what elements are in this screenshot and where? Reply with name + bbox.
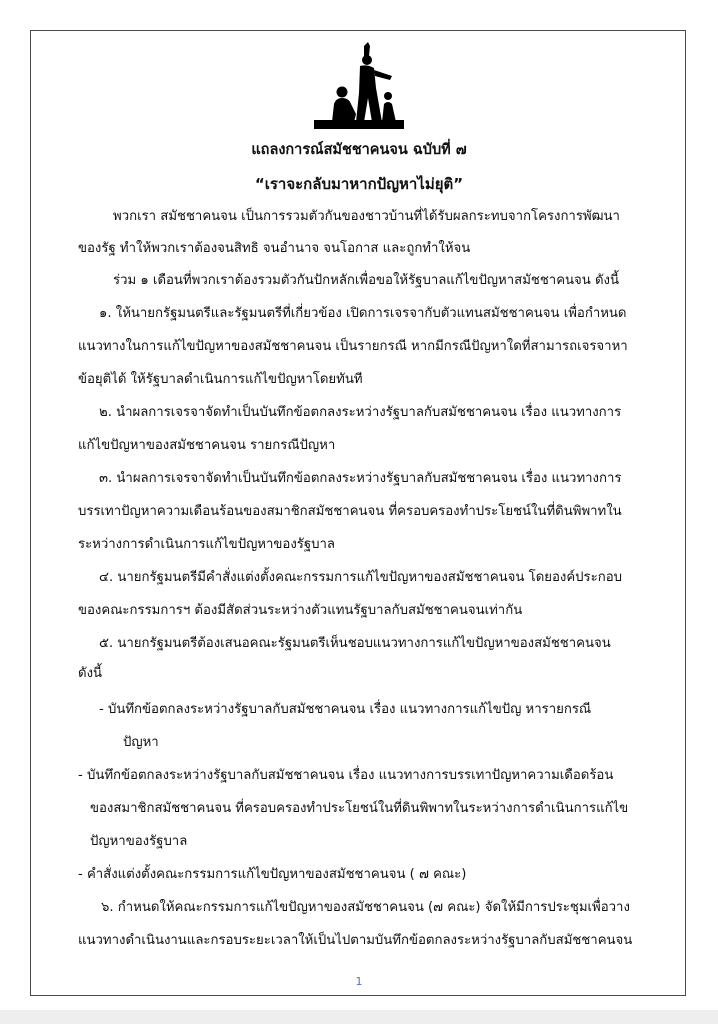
- bullet-line: - คำสั่งแต่งตั้งคณะกรรมการแก้ไขปัญหาของสมัชชาคนจน ( ๗ คณะ): [78, 867, 467, 882]
- body-line: ดังนี้: [78, 666, 103, 681]
- document-title: แถลงการณ์สมัชชาคนจน ฉบับที่ ๗: [251, 142, 467, 158]
- body-line: แก้ไขปัญหาของสมัชชาคนจน รายกรณีปัญหา: [78, 438, 336, 453]
- page-gap: [0, 1010, 718, 1024]
- body-line: แนวทางดำเนินงานและกรอบระยะเวลาให้เป็นไปตามบันทึกข้อตกลงระหว่างรัฐบาลกับสมัชชาคนจน: [78, 933, 633, 948]
- bullet-line: - บันทึกข้อตกลงระหว่างรัฐบาลกับสมัชชาคนจน เรื่อง แนวทางการแก้ไขปัญ หารายกรณี: [99, 702, 592, 717]
- body-line: ร่วม ๑ เดือนที่พวกเราต้องรวมตัวกันปักหลักเพื่อขอให้รัฐบาลแก้ไขปัญหาสมัชชาคนจน ดังนี้: [113, 273, 619, 288]
- body-line: ข้อยุติได้ ให้รัฐบาลดำเนินการแก้ไขปัญหาโดยทันที: [78, 372, 363, 387]
- body-line: บรรเทาปัญหาความเดือนร้อนของสมาชิกสมัชชาคนจน ที่ครอบครองทำประโยชน์ในที่ดินพิพาทใน: [78, 504, 622, 519]
- document-subtitle: “เราจะกลับมาหากปัญหาไม่ยุติ”: [254, 175, 464, 193]
- body-line: ๕. นายกรัฐมนตรีต้องเสนอคณะรัฐมนตรีเห็นชอบแนวทางการแก้ไขปัญหาของสมัชชาคนจน: [99, 636, 611, 651]
- body-line: ๒. นำผลการเจรจาจัดทำเป็นบันทึกข้อตกลงระหว่างรัฐบาลกับสมัชชาคนจน เรื่อง แนวทางการ: [99, 405, 622, 420]
- assembly-of-the-poor-logo: [312, 38, 406, 132]
- bullet-line: - บันทึกข้อตกลงระหว่างรัฐบาลกับสมัชชาคนจน เรื่อง แนวทางการบรรเทาปัญหาความเดือดร้อน: [78, 768, 614, 783]
- bullet-line: ของสมาชิกสมัชชาคนจน ที่ครอบครองทำประโยชน์ในที่ดินพิพาทในระหว่างการดำเนินการแก้ไข: [90, 801, 629, 816]
- body-line: ๓. นำผลการเจรจาจัดทำเป็นบันทึกข้อตกลงระหว่างรัฐบาลกับสมัชชาคนจน เรื่อง แนวทางการ: [99, 471, 622, 486]
- body-line: ๑. ให้นายกรัฐมนตรีและรัฐมนตรีที่เกี่ยวข้อง เปิดการเจรจากับตัวแทนสมัชชาคนจน เพื่อกำหนด: [99, 306, 627, 321]
- body-line: ของคณะกรรมการฯ ต้องมีสัดส่วนระหว่างตัวแทนรัฐบาลกับสมัชชาคนจนเท่ากัน: [78, 603, 523, 618]
- body-line: ๔. นายกรัฐมนตรีมีคำสั่งแต่งตั้งคณะกรรมการแก้ไขปัญหาของสมัชชาคนจน โดยองค์ประกอบ: [99, 570, 622, 585]
- bullet-line: ปัญหา: [123, 735, 159, 750]
- bullet-line: ปัญหาของรัฐบาล: [90, 834, 188, 849]
- body-line: ของรัฐ ทำให้พวกเราต้องจนสิทธิ จนอำนาจ จนโอกาส และถูกทำให้จน: [78, 241, 471, 256]
- body-line: ระหว่างการดำเนินการแก้ไขปัญหาของรัฐบาล: [78, 537, 335, 552]
- body-line: ๖. กำหนดให้คณะกรรมการแก้ไขปัญหาของสมัชชาคนจน (๗ คณะ) จัดให้มีการประชุมเพื่อวาง: [101, 900, 630, 915]
- page-number: 1: [355, 975, 363, 988]
- body-line: พวกเรา สมัชชาคนจน เป็นการรวมตัวกันของชาวบ้านที่ได้รับผลกระทบจากโครงการพัฒนา: [113, 209, 620, 224]
- body-line: แนวทางในการแก้ไขปัญหาของสมัชชาคนจน เป็นรายกรณี หากมีกรณีปัญหาใดที่สามารถเจรจาหา: [78, 339, 628, 354]
